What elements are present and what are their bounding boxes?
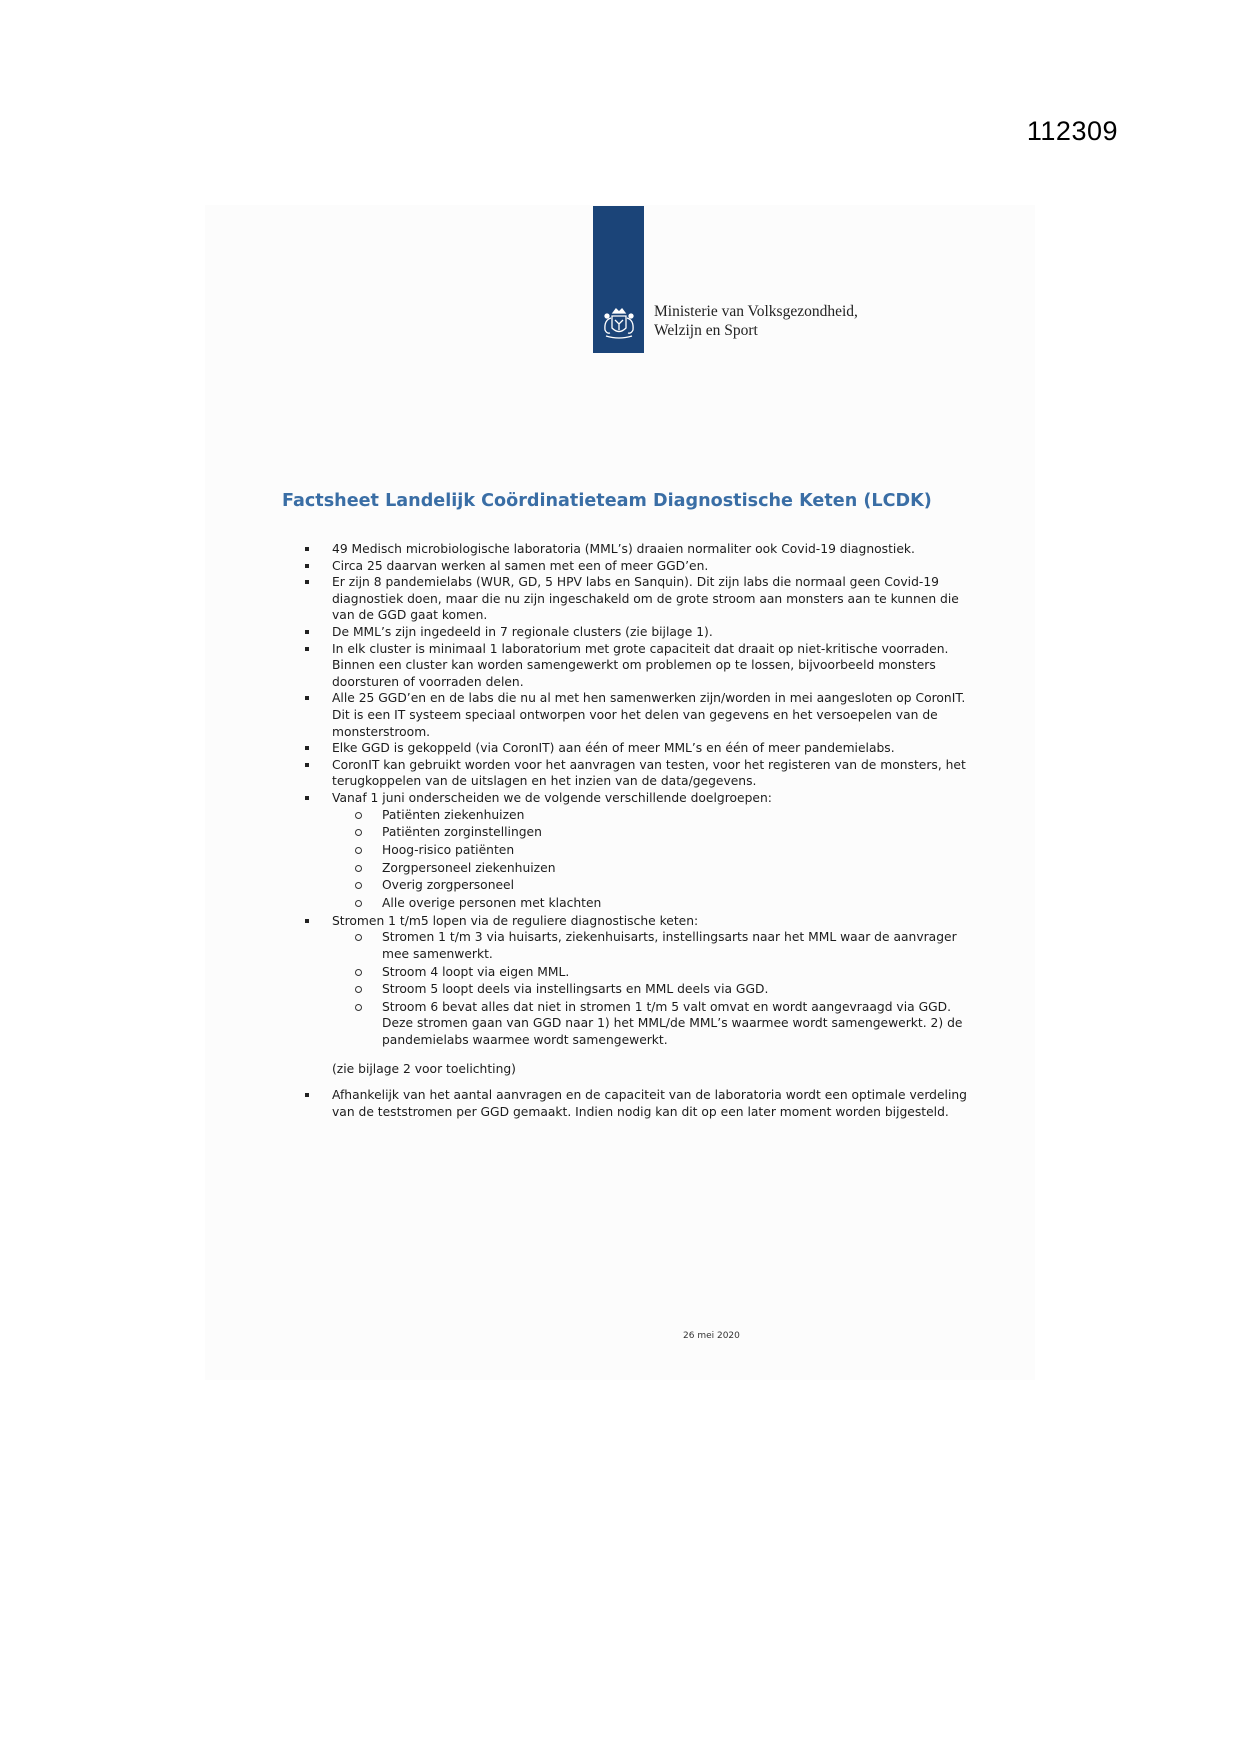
- list-item: [300, 624, 980, 641]
- bullet-icon: [305, 796, 309, 800]
- bullet-icon: [305, 746, 309, 750]
- bullet-icon: [305, 1093, 309, 1097]
- page-title: Factsheet Landelijk Coördinatieteam Diagnostische Keten (LCDK): [282, 491, 932, 511]
- circle-bullet-icon: [355, 865, 362, 872]
- circle-bullet-icon: [355, 986, 362, 993]
- circle-bullet-icon: [355, 900, 362, 907]
- bullet-icon: [305, 547, 309, 551]
- sub-list-item-text: Stroom 6 bevat alles dat niet in stromen 1 t/m 5 valt omvat en wordt aangevraagd via GGD. Deze stromen gaan van GGD naar 1) het MML/de MML’s waarmee wordt samengewerkt. 2) de pandemielabs waarmee wordt samengewerkt.: [382, 999, 963, 1048]
- circle-bullet-icon: [355, 934, 362, 941]
- list-item-text: 49 Medisch microbiologische laboratoria (MML’s) draaien normaliter ook Covid-19 diagnostiek.: [332, 542, 915, 556]
- list-item: [300, 558, 980, 575]
- sub-list-item-text: Stroom 4 loopt via eigen MML.: [382, 964, 570, 979]
- sub-list-item: [300, 895, 980, 912]
- list-item-text: Stromen 1 t/m5 lopen via de reguliere diagnostische keten:: [332, 913, 699, 928]
- circle-bullet-icon: [355, 829, 362, 836]
- sub-list-item-text: Stroom 5 loopt deels via instellingsarts en MML deels via GGD.: [382, 982, 769, 997]
- sub-list-item-text: Patiënten ziekenhuizen: [382, 807, 525, 822]
- list-item-text: CoronIT kan gebruikt worden voor het aanvragen van testen, voor het registeren van de monsters, het terugkoppelen van de uitslagen en het inzien van de data/gegevens.: [332, 757, 966, 789]
- ministry-line-1: Ministerie van Volksgezondheid,: [654, 303, 858, 320]
- list-item-text: Afhankelijk van het aantal aanvragen en de capaciteit van de laboratoria wordt een optimale verdeling van de teststromen per GGD gemaakt. Indien nodig kan dit op een later moment worden bijgesteld.: [332, 1088, 967, 1119]
- sub-list-item-text: Stromen 1 t/m 3 via huisarts, ziekenhuisarts, instellingsarts naar het MML waar de aanvrager mee samenwerkt.: [382, 930, 957, 961]
- circle-bullet-icon: [355, 969, 362, 976]
- list-item-target-groups: [300, 790, 980, 912]
- sub-list-item: [300, 981, 980, 998]
- document-number: 112309: [1026, 116, 1118, 146]
- list-item-text: Elke GGD is gekoppeld (via CoronIT) aan één of meer MML’s en één of meer pandemielabs.: [332, 741, 895, 756]
- sub-list-item: [300, 999, 980, 1049]
- bullet-icon: [305, 696, 309, 700]
- sub-list-item-text: Zorgpersoneel ziekenhuizen: [382, 860, 556, 875]
- appendix-note: (zie bijlage 2 voor toelichting): [332, 1061, 516, 1076]
- sub-list-item-text: Patiënten zorginstellingen: [382, 825, 542, 840]
- bullet-list-final: [300, 1087, 980, 1120]
- sub-list-item: [300, 964, 980, 981]
- sub-list-item: [300, 877, 980, 894]
- bullet-list: [300, 541, 980, 1049]
- target-groups-list: [300, 807, 980, 912]
- list-item-streams: [300, 913, 980, 1049]
- ministry-line-2: Welzijn en Sport: [654, 322, 758, 339]
- sub-list-item: [300, 842, 980, 859]
- bullet-icon: [305, 564, 309, 568]
- list-item: [300, 757, 980, 790]
- list-item-text: In elk cluster is minimaal 1 laboratorium met grote capaciteit dat draait op niet-kritische voorraden. Binnen een cluster kan worden samengewerkt om problemen op te lossen, bijvoorbeeld monsters doorsturen of voorraden delen.: [332, 641, 949, 689]
- sub-list-item: [300, 860, 980, 877]
- bullet-icon: [305, 763, 309, 767]
- bullet-icon: [305, 647, 309, 651]
- circle-bullet-icon: [355, 882, 362, 889]
- ministry-name: [654, 302, 858, 340]
- list-item-text: Alle 25 GGD’en en de labs die nu al met hen samenwerken zijn/worden in mei aangesloten op CoronIT. Dit is een IT systeem speciaal ontworpen voor het delen van gegevens en het versoepelen van de monsterstroom.: [332, 691, 966, 739]
- sub-list-item: [300, 929, 980, 962]
- list-item: [300, 641, 980, 691]
- factsheet-body: [300, 541, 980, 1120]
- list-item: [300, 574, 980, 624]
- bullet-icon: [305, 919, 309, 923]
- document-date: 26 mei 2020: [683, 1331, 740, 1341]
- circle-bullet-icon: [355, 1004, 362, 1011]
- sub-list-item-text: Overig zorgpersoneel: [382, 878, 515, 893]
- coat-of-arms-icon: [596, 300, 642, 346]
- sub-list-item: [300, 807, 980, 824]
- streams-list: [300, 929, 980, 1048]
- sub-list-item-text: Alle overige personen met klachten: [382, 895, 602, 910]
- list-item: [300, 740, 980, 757]
- sub-list-item: [300, 824, 980, 841]
- list-item-text: Er zijn 8 pandemielabs (WUR, GD, 5 HPV labs en Sanquin). Dit zijn labs die normaal geen Covid-19 diagnostiek doen, maar die nu zijn ingeschakeld om de grote stroom aan monsters aan te kunnen die van de GGD gaat komen.: [332, 575, 959, 623]
- circle-bullet-icon: [355, 847, 362, 854]
- list-item: [300, 541, 980, 558]
- sub-list-item-text: Hoog-risico patiënten: [382, 842, 515, 857]
- list-item-text: Circa 25 daarvan werken al samen met een of meer GGD’en.: [332, 558, 709, 573]
- list-item: [300, 690, 980, 740]
- list-item: [300, 1087, 980, 1120]
- bullet-icon: [305, 630, 309, 634]
- list-item-text: Vanaf 1 juni onderscheiden we de volgende verschillende doelgroepen:: [332, 790, 772, 805]
- bullet-icon: [305, 580, 309, 584]
- list-item-text: De MML’s zijn ingedeeld in 7 regionale clusters (zie bijlage 1).: [332, 624, 713, 639]
- circle-bullet-icon: [355, 812, 362, 819]
